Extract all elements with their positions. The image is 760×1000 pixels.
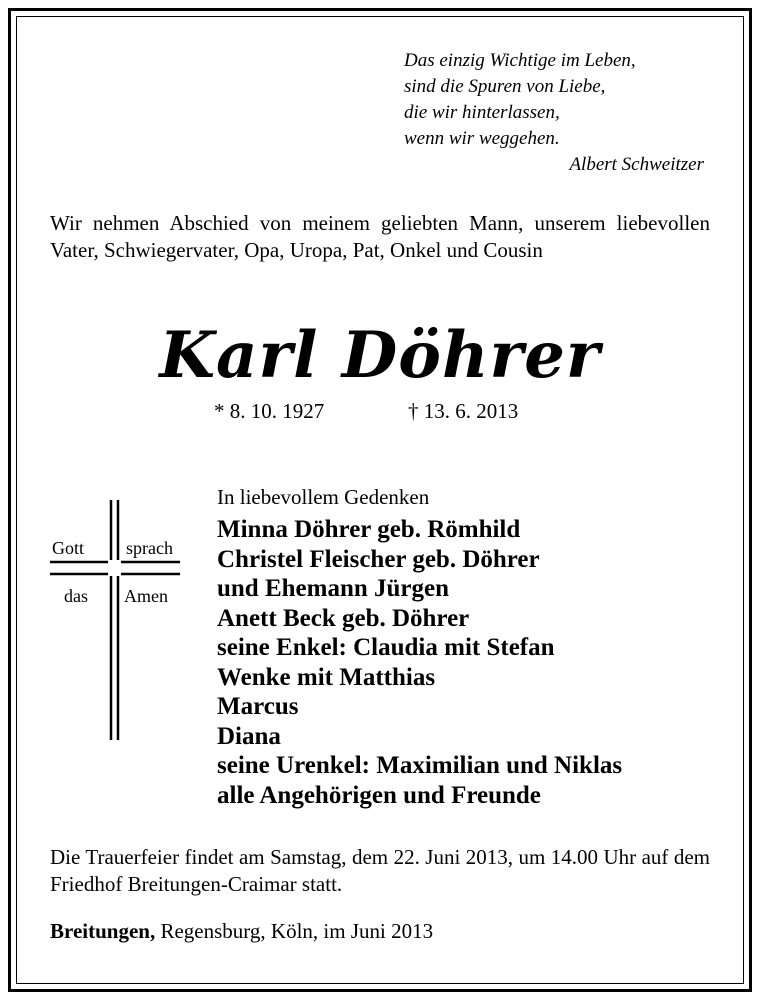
mourner-line: seine Enkel: Claudia mit Stefan (217, 634, 555, 661)
cross-word-gott: Gott (52, 538, 85, 558)
quote-line: Das einzig Wichtige im Leben, (404, 50, 636, 71)
mourner-line: alle Angehörigen und Freunde (217, 781, 541, 809)
place-rest: Regensburg, Köln, im Juni 2013 (155, 919, 434, 943)
quote-block (404, 48, 704, 178)
place-primary: Breitungen, (50, 919, 156, 943)
mourner-line: und Ehemann Jürgen (217, 575, 450, 602)
memory-heading: In liebevollem Gedenken (217, 485, 430, 509)
mourner-line: Wenke mit Matthias (217, 663, 436, 691)
service-info: Die Trauerfeier findet am Samstag, dem 22. Juni 2013, um 14.00 Uhr auf dem Friedhof Breitungen-Craimar statt. (50, 845, 710, 896)
quote-line: die wir hinterlassen, (404, 102, 560, 123)
death-date: † 13. 6. 2013 (408, 399, 519, 423)
cross-word-amen: Amen (124, 586, 168, 606)
mourner-line: Marcus (217, 693, 299, 720)
quote-line: sind die Spuren von Liebe, (404, 76, 606, 97)
deceased-name: Karl Döhrer (159, 318, 601, 393)
mourner-line: Diana (217, 722, 281, 750)
mourners-list (217, 515, 717, 810)
mourner-line: Minna Döhrer geb. Römhild (217, 516, 521, 543)
cross-icon (50, 500, 190, 740)
mourner-line: Christel Fleischer geb. Döhrer (217, 545, 540, 573)
quote-author: Albert Schweitzer (569, 154, 704, 175)
cross-word-das: das (64, 586, 88, 606)
place-date (50, 918, 433, 944)
quote-line: wenn wir weggehen. (404, 128, 560, 149)
cross-word-sprach: sprach (126, 538, 173, 558)
mourner-line: Anett Beck geb. Döhrer (217, 604, 470, 632)
birth-date: * 8. 10. 1927 (214, 399, 325, 423)
intro-text: Wir nehmen Abschied von meinem geliebten Mann, unserem liebevollen Vater, Schwiegervater, Opa, Uropa, Pat, Onkel und Cousin (50, 211, 710, 262)
mourner-line: seine Urenkel: Maximilian und Niklas (217, 752, 623, 779)
